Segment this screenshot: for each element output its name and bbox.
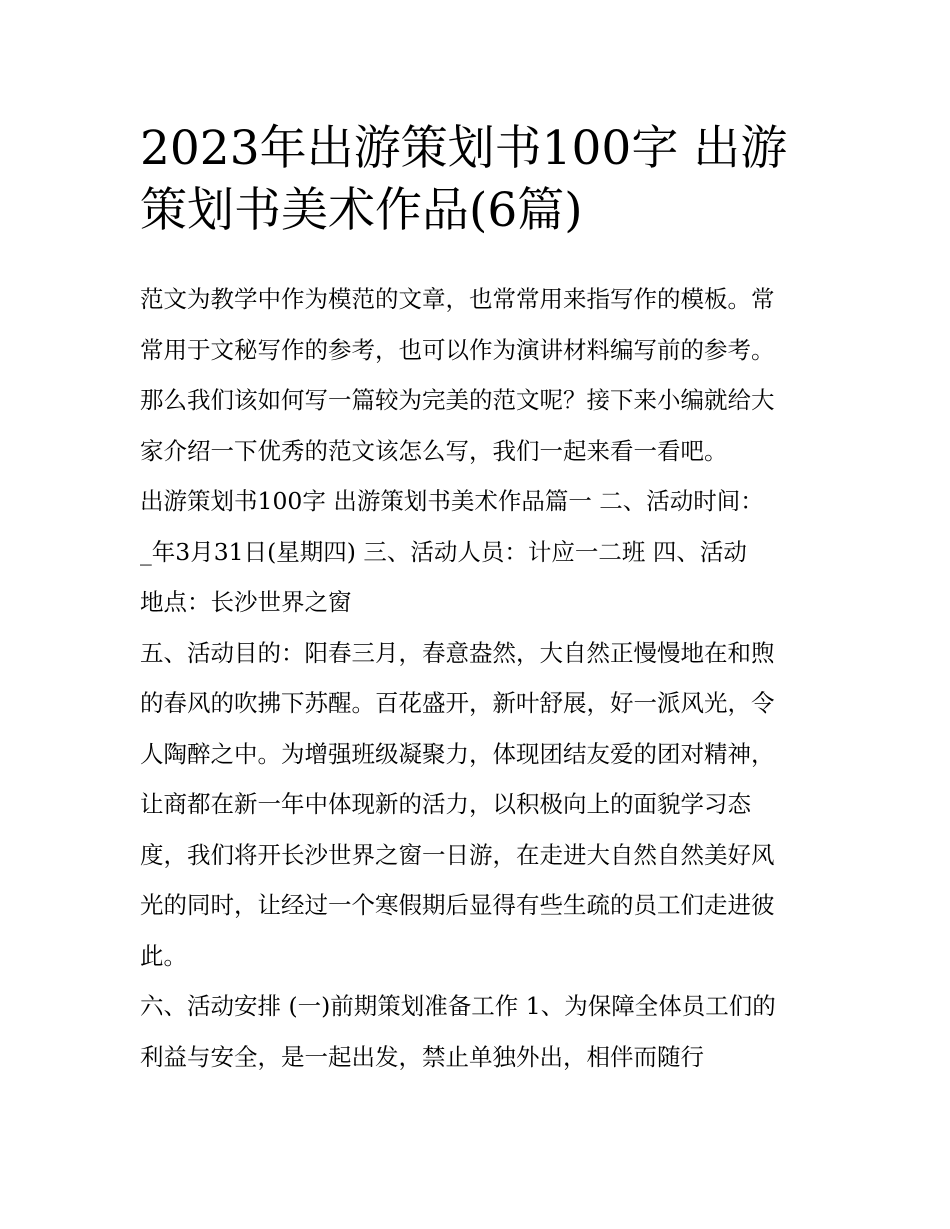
text-line: 光的同时，让经过一个寒假期后显得有些生疏的员工们走进彼: [140, 891, 775, 919]
paragraph-activity-purpose: [140, 628, 812, 982]
document-body: [140, 274, 812, 1082]
paragraph-activity-arrangement: [140, 981, 812, 1082]
text-line: 地点：长沙世界之窗: [140, 588, 352, 616]
text-line: 范文为教学中作为模范的文章，也常常用来指写作的模板。常: [140, 285, 775, 313]
title-line-1: 2023年出游策划书100字 出游: [140, 121, 788, 176]
text-line: 利益与安全，是一起出发，禁止单独外出，相伴而随行: [140, 1042, 704, 1071]
paragraph-activity-info: [140, 476, 812, 628]
paragraph-intro: [140, 274, 812, 476]
text-line: 常用于文秘写作的参考，也可以作为演讲材料编写前的参考。: [140, 335, 775, 364]
text-line: 的春风的吹拂下苏醒。百花盛开，新叶舒展，好一派风光，令: [140, 689, 775, 717]
title-line-2: 策划书美术作品(6篇): [140, 183, 583, 238]
document-content: [140, 118, 812, 1082]
text-line: _年3月31日(星期四) 三、活动人员：计应一二班 四、活动: [140, 537, 747, 566]
text-line: 度，我们将开长沙世界之窗一日游，在走进大自然自然美好风: [140, 840, 775, 869]
text-line: 人陶醉之中。为增强班级凝聚力，体现团结友爱的团对精神，: [140, 739, 775, 768]
text-line: 出游策划书100字 出游策划书美术作品篇一 二、活动时间：: [140, 487, 764, 515]
text-line: 那么我们该如何写一篇较为完美的范文呢？接下来小编就给大: [140, 386, 775, 414]
document-title: [140, 118, 812, 242]
text-line: 让商都在新一年中体现新的活力，以积极向上的面貌学习态: [140, 790, 751, 818]
text-line: 此。: [140, 941, 187, 970]
text-line: 五、活动目的：阳春三月，春意盎然，大自然正慢慢地在和煦: [140, 638, 775, 667]
text-line: 家介绍一下优秀的范文该怎么写，我们一起来看一看吧。: [140, 436, 728, 465]
text-line: 六、活动安排 (一)前期策划准备工作 1、为保障全体员工们的: [140, 992, 776, 1020]
